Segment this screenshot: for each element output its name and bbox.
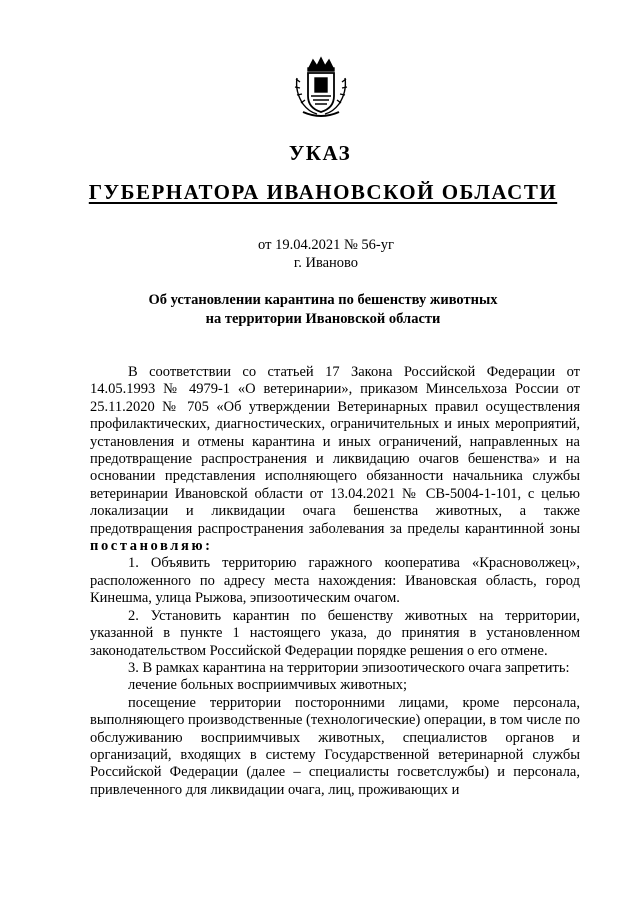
- subject-line-2: на территории Ивановской области: [205, 311, 441, 327]
- item-3: 3. В рамках карантина на территории эпизоотического очага запретить:: [128, 659, 570, 676]
- item-1: 1. Объявить территорию гаражного кооператива «Красноволжец», расположенного по адресу места нахождения: Ивановская область, город Кинешма, улица Рыжова, эпизоотическим очагом.: [90, 555, 580, 607]
- item-3-sub-1: лечение больных восприимчивых животных;: [128, 677, 407, 694]
- document-body: [90, 364, 580, 799]
- decree-word: постановляю:: [90, 538, 213, 555]
- item-2: 2. Установить карантин по бешенству животных на территории, указанной в пункте 1 настоящего указа, до принятия в установленном законодательством Российской Федерации порядке решения о его отмене.: [90, 607, 580, 659]
- issuer-title-text: ГУБЕРНАТОРА ИВАНОВСКОЙ ОБЛАСТИ: [88, 180, 558, 204]
- issuer-title: [3, 180, 640, 205]
- item-3-sub-2: посещение территории посторонними лицами, кроме персонала, выполняющего производственные (технологические) операции, в том числе по обслуживанию восприимчивых животных, специалистов органов и организаций, входящих в систему Государственной ветеринарной службы Российской Федерации (далее – специалисты госветслужбы) и персонала, привлеченного для ликвидации очага, лиц, проживающих и: [90, 694, 580, 798]
- date-number: от 19.04.2021 № 56-уг: [258, 237, 394, 253]
- preamble-paragraph: [90, 364, 580, 555]
- subject-line-1: Об установлении карантина по бешенству животных: [148, 292, 498, 308]
- city: г. Иваново: [293, 255, 359, 271]
- preamble-text: В соответствии со статьей 17 Закона Российской Федерации от 14.05.1993 № 4979-1 «О ветеринарии», приказом Минсельхоза России от 25.11.2020 № 705 «Об утверждении Ветеринарных правил осуществления профилактических, диагностических, ограничительных и иных мероприятий, установления и отмены карантина и иных ограничений, направленных на предотвращение распространения и ликвидацию очагов бешенства» и на основании представления исполняющего обязанности начальника службы ветеринарии Ивановской области от 13.04.2021 № СВ-5004-1-101, с целью локализации и ликвидации очага бешенства животных, а также предотвращения распространения заболевания за пределы карантинной зоны: [90, 364, 580, 537]
- coat-of-arms-icon: [293, 56, 349, 120]
- document-type-title: УКАЗ: [288, 141, 352, 165]
